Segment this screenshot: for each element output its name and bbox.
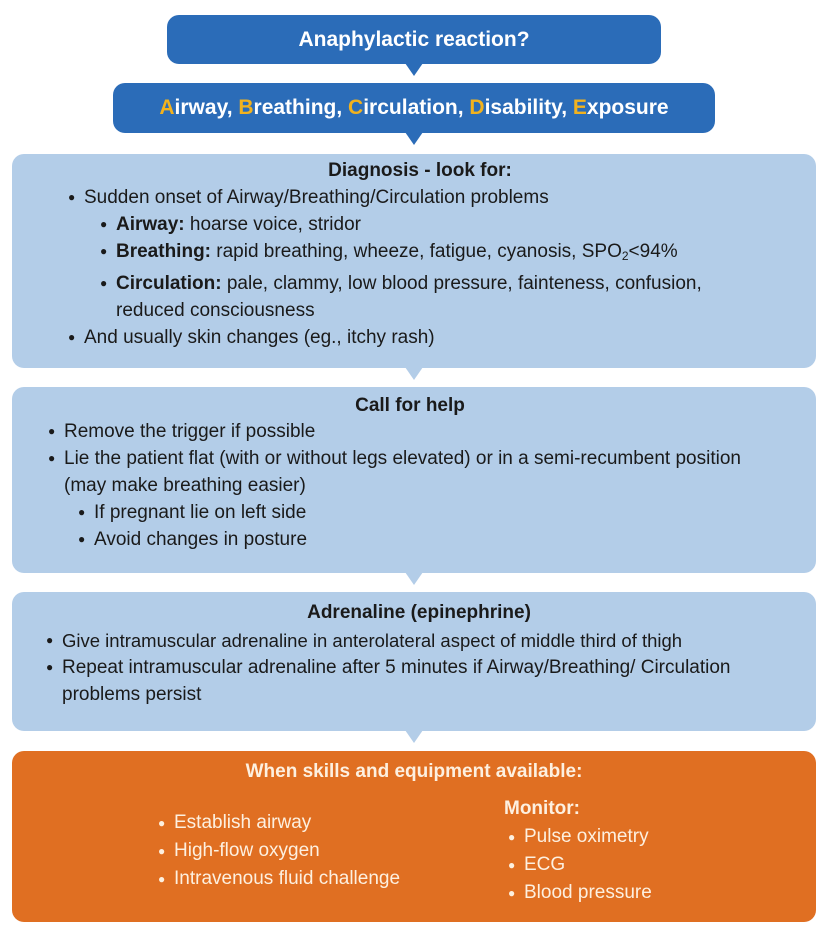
abcde-breathing: Breathing,: [238, 96, 349, 119]
skills-item: ● Intravenous fluid challenge: [154, 865, 400, 893]
help-subitem: ● If pregnant lie on left side: [74, 499, 776, 526]
help-subitem: ● Avoid changes in posture: [74, 526, 776, 553]
diagnosis-title: Diagnosis - look for:: [328, 160, 512, 181]
monitor-item: ● ECG: [504, 851, 652, 879]
skills-title: When skills and equipment available:: [245, 761, 583, 782]
adrenaline-item: ● Give intramuscular adrenaline in anterolateral aspect of middle third of thigh: [42, 627, 796, 654]
question-text: Anaphylactic reaction?: [298, 28, 530, 51]
diagnosis-item: ● Sudden onset of Airway/Breathing/Circulation problems ● Airway: hoarse voice, stridor ● Breathing: rapid breathing, wheeze, fatigue, cyanosis, $SPO_2<94\%$ ● Circulation: pale, clammy, low blood pressure, fainteness, confusion, reduced consciousness: [64, 184, 776, 324]
abcde-disability: Disability,: [469, 96, 573, 119]
diagnosis-airway: ● Airway: hoarse voice, stridor: [96, 211, 776, 238]
adrenaline-title: Adrenaline (epinephrine): [307, 602, 531, 623]
monitor-item: ● Blood pressure: [504, 879, 652, 907]
abcde-circulation: Circulation,: [348, 96, 470, 119]
monitor-item: ● Pulse oximetry: [504, 823, 652, 851]
diagnosis-breathing: ● Breathing: rapid breathing, wheeze, fatigue, cyanosis, $SPO_2<94\%$: [96, 238, 776, 270]
help-item: ● Lie the patient flat (with or without legs elevated) or in a semi-recumbent position (may make breathing easier) ● If pregnant lie on left side ● Avoid changes in posture: [44, 445, 776, 553]
arrow-down-icon: [405, 367, 423, 380]
diagnosis-item: ● And usually skin changes (eg., itchy rash): [64, 324, 776, 351]
monitor-group: [504, 795, 652, 907]
arrow-down-icon: [405, 730, 423, 743]
arrow-down-icon: [405, 132, 423, 145]
abcde-box: [113, 83, 715, 133]
skills-list: [154, 809, 400, 893]
diagnosis-box: [12, 154, 816, 368]
adrenaline-item: ● Repeat intramuscular adrenaline after 5 minutes if Airway/Breathing/ Circulation problems persist: [42, 654, 796, 708]
monitor-title: Monitor:: [504, 798, 580, 819]
diagnosis-circulation: ● Circulation: pale, clammy, low blood pressure, fainteness, confusion, reduced consciousness: [96, 270, 776, 324]
skills-item: ● High-flow oxygen: [154, 837, 400, 865]
question-box: [167, 15, 661, 64]
help-title: Call for help: [355, 395, 465, 416]
abcde-airway: Airway,: [159, 96, 239, 119]
arrow-down-icon: [405, 63, 423, 76]
adrenaline-box: [12, 592, 816, 731]
skills-box: [12, 751, 816, 922]
arrow-down-icon: [405, 572, 423, 585]
abcde-exposure: Exposure: [572, 96, 669, 119]
help-item: ● Remove the trigger if possible: [44, 418, 776, 445]
call-for-help-box: [12, 387, 816, 573]
skills-item: ● Establish airway: [154, 809, 400, 837]
